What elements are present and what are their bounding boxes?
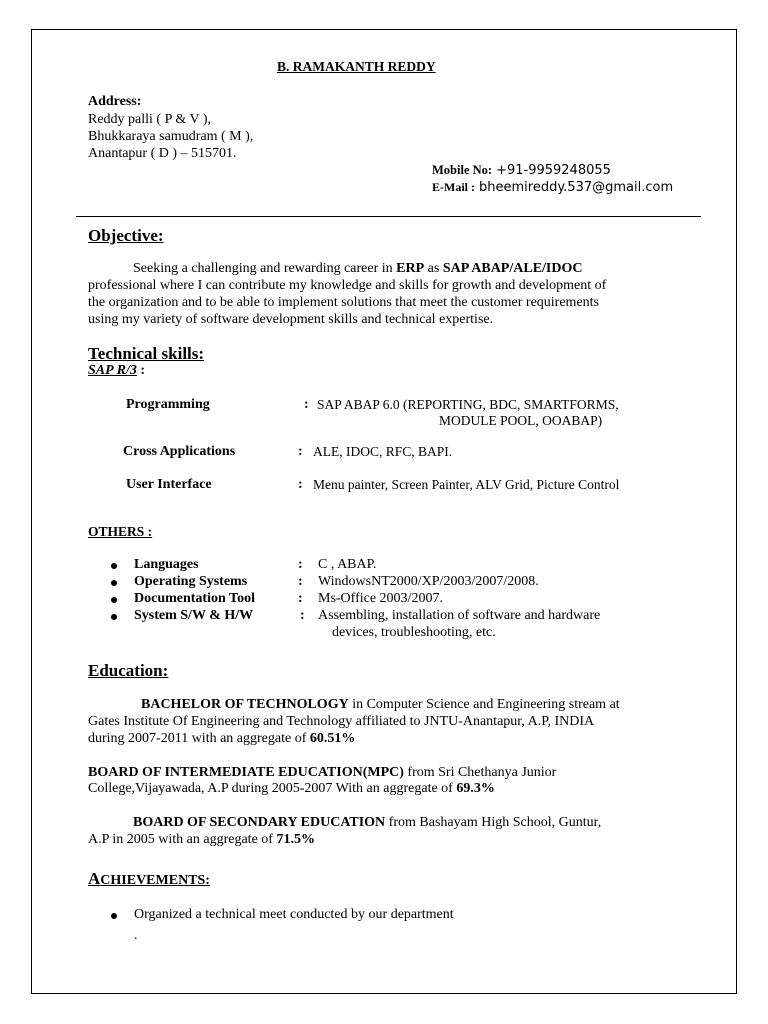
technical-skills-heading: Technical skills:	[88, 344, 205, 363]
education-btech-line-1	[141, 697, 620, 713]
objective-heading: Objective:	[88, 226, 164, 245]
education-btech-line-3	[88, 731, 355, 747]
skill-colon: :	[304, 397, 309, 412]
bullet-icon	[111, 580, 117, 586]
education-text: during 2007-2011 with an aggregate of	[88, 731, 310, 746]
education-inter-title: BOARD OF INTERMEDIATE EDUCATION(MPC)	[88, 765, 404, 780]
others-label-documentation-tool: Documentation Tool	[134, 591, 255, 606]
objective-line-3: the organization and to be able to implement solutions that meet the customer requirements	[88, 295, 599, 310]
others-colon: :	[300, 608, 305, 623]
education-ssc-line-2	[88, 832, 315, 848]
education-ssc-line-1	[133, 815, 601, 831]
others-value-languages: C , ABAP.	[318, 557, 377, 572]
sap-r3-colon: :	[136, 363, 146, 378]
mobile-value: +91-9959248055	[496, 163, 611, 178]
objective-sap: SAP ABAP/ALE/IDOC	[442, 261, 583, 276]
address-line-1: Reddy palli ( P & V ),	[88, 112, 212, 127]
skill-value-programming-cont: MODULE POOL, OOABAP)	[439, 413, 603, 428]
others-label-system-sw-hw: System S/W & H/W	[134, 608, 254, 623]
objective-line-4: using my variety of software development skills and technical expertise.	[88, 312, 494, 327]
skill-label-programming: Programming	[126, 397, 210, 412]
achievements-heading-cap: A	[88, 869, 101, 888]
header-divider	[76, 216, 701, 217]
sap-r3-line	[88, 363, 145, 379]
skill-value-user-interface: Menu painter, Screen Painter, ALV Grid, Picture Control	[313, 477, 620, 492]
mobile-line	[432, 161, 611, 179]
achievement-item: Organized a technical meet conducted by our department	[134, 907, 454, 922]
skill-label-user-interface: User Interface	[126, 477, 212, 492]
skill-label-cross-applications: Cross Applications	[123, 444, 236, 459]
education-inter-line-1	[88, 765, 556, 781]
education-text: in Computer Science and Engineering stream at	[348, 697, 620, 712]
achievements-heading	[88, 869, 210, 889]
education-ssc-percentage: 71.5%	[276, 832, 315, 847]
education-text: College,Vijayawada, A.P during 2005-2007 With an aggregate of	[88, 781, 457, 796]
email-value[interactable]: bheemireddy.537@gmail.com	[479, 180, 674, 195]
skill-value-cross-applications: ALE, IDOC, RFC, BAPI.	[313, 444, 453, 459]
education-heading: Education:	[88, 661, 169, 680]
email-line	[432, 178, 673, 196]
objective-line-2: professional where I can contribute my knowledge and skills for growth and development of	[88, 278, 607, 293]
others-value-system-sw-hw-cont: devices, troubleshooting, etc.	[332, 625, 496, 640]
bullet-icon	[111, 614, 117, 620]
skill-colon: :	[298, 444, 303, 459]
bullet-icon	[111, 913, 117, 919]
education-ssc-title: BOARD OF SECONDARY EDUCATION	[133, 815, 386, 830]
others-value-operating-systems: WindowsNT2000/XP/2003/2007/2008.	[318, 574, 539, 589]
achievement-trailing-dot: .	[134, 928, 138, 943]
mobile-label: Mobile No:	[432, 163, 493, 177]
resume-page	[31, 29, 737, 994]
objective-line-1	[133, 261, 582, 277]
education-btech-line-2: Gates Institute Of Engineering and Technology affiliated to JNTU-Anantapur, A.P, INDIA	[88, 714, 595, 729]
objective-erp: ERP	[396, 261, 425, 276]
address-label: Address:	[88, 94, 142, 109]
bullet-icon	[111, 597, 117, 603]
others-colon: :	[298, 557, 303, 572]
education-btech-percentage: 60.51%	[309, 731, 356, 746]
others-colon: :	[298, 574, 303, 589]
objective-text: Seeking a challenging and rewarding career in	[133, 261, 397, 276]
skill-colon: :	[298, 477, 303, 492]
others-value-documentation-tool: Ms-Office 2003/2007.	[318, 591, 443, 606]
skill-value-programming: SAP ABAP 6.0 (REPORTING, BDC, SMARTFORMS,	[317, 397, 619, 412]
education-text: A.P in 2005 with an aggregate of	[88, 832, 277, 847]
education-text: from Bashayam High School, Guntur,	[385, 815, 602, 830]
email-label: E-Mail :	[432, 180, 475, 194]
others-value-system-sw-hw: Assembling, installation of software and hardware	[318, 608, 601, 623]
education-inter-percentage: 69.3%	[456, 781, 495, 796]
others-label-languages: Languages	[134, 557, 199, 572]
bullet-icon	[111, 563, 117, 569]
education-inter-line-2	[88, 781, 495, 797]
address-line-2: Bhukkaraya samudram ( M ),	[88, 129, 254, 144]
achievements-heading-rest: CHIEVEMENTS:	[100, 873, 210, 888]
address-line-3: Anantapur ( D ) – 515701.	[88, 146, 237, 161]
sap-r3-label: SAP R/3	[88, 363, 137, 378]
candidate-name: B. RAMAKANTH REDDY	[277, 59, 436, 74]
others-heading: OTHERS :	[88, 524, 153, 539]
objective-text: as	[424, 261, 443, 276]
education-text: from Sri Chethanya Junior	[403, 765, 557, 780]
others-label-operating-systems: Operating Systems	[134, 574, 248, 589]
others-colon: :	[298, 591, 303, 606]
education-btech-title: BACHELOR OF TECHNOLOGY	[141, 697, 349, 712]
